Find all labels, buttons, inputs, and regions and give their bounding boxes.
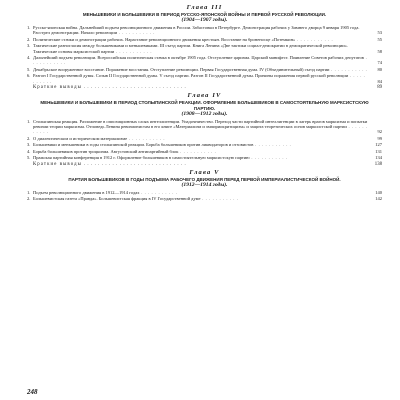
entry-title: Большевистская газета «Правда». Большевистская фракция в IV Государственной думе xyxy=(33,196,201,202)
entry-text xyxy=(33,142,368,147)
entry-text xyxy=(33,37,368,42)
entry-number: 1. xyxy=(27,118,31,124)
entry-title: Подъем революционного движения в 1912—1914 годах xyxy=(33,189,140,195)
entry-title: Разгон I Государственной думы. Созыв II Государственной думы. V съезд партии. Разгон II Государственной думы. Причины поражения первой русской революции xyxy=(33,73,349,79)
leader-dots: . . . . . . . . . . . xyxy=(139,189,178,195)
toc-entry xyxy=(27,37,382,42)
leader-dots: . . . . . . . . . . . xyxy=(329,66,368,72)
entry-page: 58 xyxy=(370,49,382,54)
leader-dots: . . . . . . . . . . . xyxy=(127,135,166,141)
entry-page: 92 xyxy=(370,129,382,134)
entry-number: 5. xyxy=(27,66,31,72)
entry-number: 3. xyxy=(27,43,31,49)
leader-dots: . . . . . . . . . . . xyxy=(178,148,217,154)
entry-text xyxy=(33,55,368,65)
entry-number: 6. xyxy=(27,73,31,79)
summary-page: 138 xyxy=(374,161,382,167)
toc-entry xyxy=(27,196,382,201)
entry-page: 53 xyxy=(370,30,382,35)
entry-page: 80 xyxy=(370,67,382,72)
chapter-label: Глава III xyxy=(186,4,223,11)
summary-label: Краткие выводы xyxy=(33,85,82,91)
entry-text xyxy=(33,149,368,154)
summary-page: 89 xyxy=(377,85,382,91)
entry-page: 74 xyxy=(370,60,382,65)
summary-line xyxy=(33,162,382,168)
leader-dots: . . . . . . . . . . . xyxy=(117,30,155,36)
entry-number: 2. xyxy=(27,36,31,42)
chapter-label: Глава V xyxy=(189,168,220,176)
chapter-years: (1908—1912 годы). xyxy=(181,111,228,118)
chapter-years: (1904—1907 годы). xyxy=(181,17,228,24)
toc-entry xyxy=(27,149,382,154)
chapter-section xyxy=(27,92,382,168)
chapter-title: ПАРТИЯ БОЛЬШЕВИКОВ В ГОДЫ ПОДЪЕМА РАБОЧЕГО ДВИЖЕНИЯ ПЕРЕД ПЕРВОЙ ИМПЕРИАЛИСТИЧЕСКОЙ ВОЙНОЙ. xyxy=(68,176,341,182)
entry-text xyxy=(33,25,368,35)
summary-line xyxy=(33,85,382,91)
toc-entry xyxy=(27,55,382,65)
entry-number: 2. xyxy=(27,196,31,202)
entry-text xyxy=(33,119,368,135)
entry-page: 142 xyxy=(370,196,382,201)
entry-page: 127 xyxy=(370,142,382,147)
entry-page: 55 xyxy=(370,37,382,42)
entry-title: Декабрьское вооруженное восстание. Поражение восстания. Отступление революции. Первая Государственная дума. IV (Объединительный) съезд партии xyxy=(33,66,330,72)
toc-entry xyxy=(27,136,382,141)
entry-number: 1. xyxy=(27,189,31,195)
entry-text xyxy=(33,190,368,195)
toc-entry xyxy=(27,119,382,135)
toc-entry xyxy=(27,142,382,147)
entry-text xyxy=(33,67,368,72)
entry-number: 3. xyxy=(27,142,31,148)
leader-dots: . . . . . . . . . . . xyxy=(114,48,153,54)
leader-dots: . . . . . . . . . . . . . . . . . . . . . . . . . . . . . xyxy=(81,161,187,167)
entry-title: Борьба большевиков против троцкизма. Августовский антипартийный блок xyxy=(33,148,179,154)
leader-dots: . . . . . . . . . . . xyxy=(33,123,368,134)
chapter-label: Глава IV xyxy=(187,92,222,100)
entry-title: Большевики и меньшевики в годы столыпинской реакции. Борьба большевиков против ликвидаторов и отзовистов xyxy=(33,142,254,148)
leader-dots: . . . . . . . . . . . xyxy=(253,142,292,148)
entry-text xyxy=(33,136,368,141)
entry-title: Политические стачки и демонстрации рабочих. Нарастание революционного движения крестьян. Восстание на броненосце «Потемкин» xyxy=(33,36,296,42)
leader-dots: . . . . . . . . . . . xyxy=(249,155,288,161)
entry-page: 140 xyxy=(370,190,382,195)
entry-number: 2. xyxy=(27,135,31,141)
chapter-title: МЕНЬШЕВИКИ И БОЛЬШЕВИКИ В ПЕРИОД РУССКО-ЯПОНСКОЙ ВОЙНЫ И ПЕРВОЙ РУССКОЙ РЕВОЛЮЦИИ. xyxy=(82,12,327,17)
entry-number: 4. xyxy=(27,148,31,154)
toc-list xyxy=(27,190,382,202)
leader-dots: . . . . . . . . . . . . . . . . . . . . . . . . . . . . . xyxy=(81,85,187,91)
entry-title: Столыпинская реакция. Разложение в оппозиционных слоях интеллигенции. Упадочничество. Переход части партийной интеллигенции в лагерь врагов марксизма и попытки ревизии теории марксизма. Отповедь Ленина ревизионистам в его книге «Материализм и эмпириокритицизм» и защита теоретических основ марксистской партии xyxy=(33,118,368,129)
chapter-section xyxy=(27,4,382,91)
entry-number: 1. xyxy=(27,24,31,30)
entry-title: Русско-японская война. Дальнейший подъем революционного движения в России. Забастовки в Петербурге. Демонстрация рабочих у Зимнего дворца 9 января 1905 года. Расстрел демонстрации. Начало революции xyxy=(33,24,360,36)
entry-page: 84 xyxy=(370,79,382,84)
toc-entry xyxy=(27,155,382,160)
entry-text xyxy=(33,73,368,83)
entry-number: 5. xyxy=(27,155,31,161)
toc-entry xyxy=(27,67,382,72)
entry-text xyxy=(33,43,368,53)
toc-entry xyxy=(27,25,382,35)
entry-title: Тактические разногласия между большевиками и меньшевиками. III съезд партии. Книга Ленина «Две тактики социал-демократии в демократической революции». Тактические основы марксистской партии xyxy=(33,43,349,54)
leader-dots: . . . . . . . . . . . xyxy=(33,73,366,84)
entry-text xyxy=(33,155,368,160)
leader-dots: . . . . . . . . . . . xyxy=(200,196,239,202)
toc-list xyxy=(27,25,382,84)
chapter-section xyxy=(27,169,382,202)
entry-title: О диалектическом и историческом материализме xyxy=(33,135,128,141)
entry-title: Дальнейший подъем революции. Всероссийская политическая стачка в октябре 1905 года. Отступление царизма. Царский манифест. Появление Советов рабочих депутатов xyxy=(33,55,364,61)
entry-page: 134 xyxy=(370,155,382,160)
page-number: 248 xyxy=(27,388,38,396)
leader-dots: . . . . . . . . . . . xyxy=(295,36,334,42)
chapter-title: МЕНЬШЕВИКИ И БОЛЬШЕВИКИ В ПЕРИОД СТОЛЫПИНСКОЙ РЕАКЦИИ. ОФОРМЛЕНИЕ БОЛЬШЕВИКОВ В САМОСТОЯТЕЛЬНУЮ МАРКСИСТСКУЮ ПАРТИЮ. xyxy=(40,100,369,111)
toc-entry xyxy=(27,190,382,195)
entry-number: 4. xyxy=(27,55,31,61)
entry-text xyxy=(33,196,368,201)
summary-label: Краткие выводы xyxy=(33,161,82,167)
entry-page: 99 xyxy=(370,136,382,141)
entry-page: 131 xyxy=(370,149,382,154)
toc-list xyxy=(27,119,382,161)
toc-entry xyxy=(27,73,382,83)
chapters-container xyxy=(27,4,382,202)
entry-title: Пражская партийная конференция в 1912 г. Оформление большевиков в самостоятельную марксистскую партию xyxy=(33,155,250,161)
toc-entry xyxy=(27,43,382,53)
leader-dots: . . . . . . . . . . . xyxy=(33,55,368,66)
chapter-years: (1912—1914 годы). xyxy=(181,182,228,189)
